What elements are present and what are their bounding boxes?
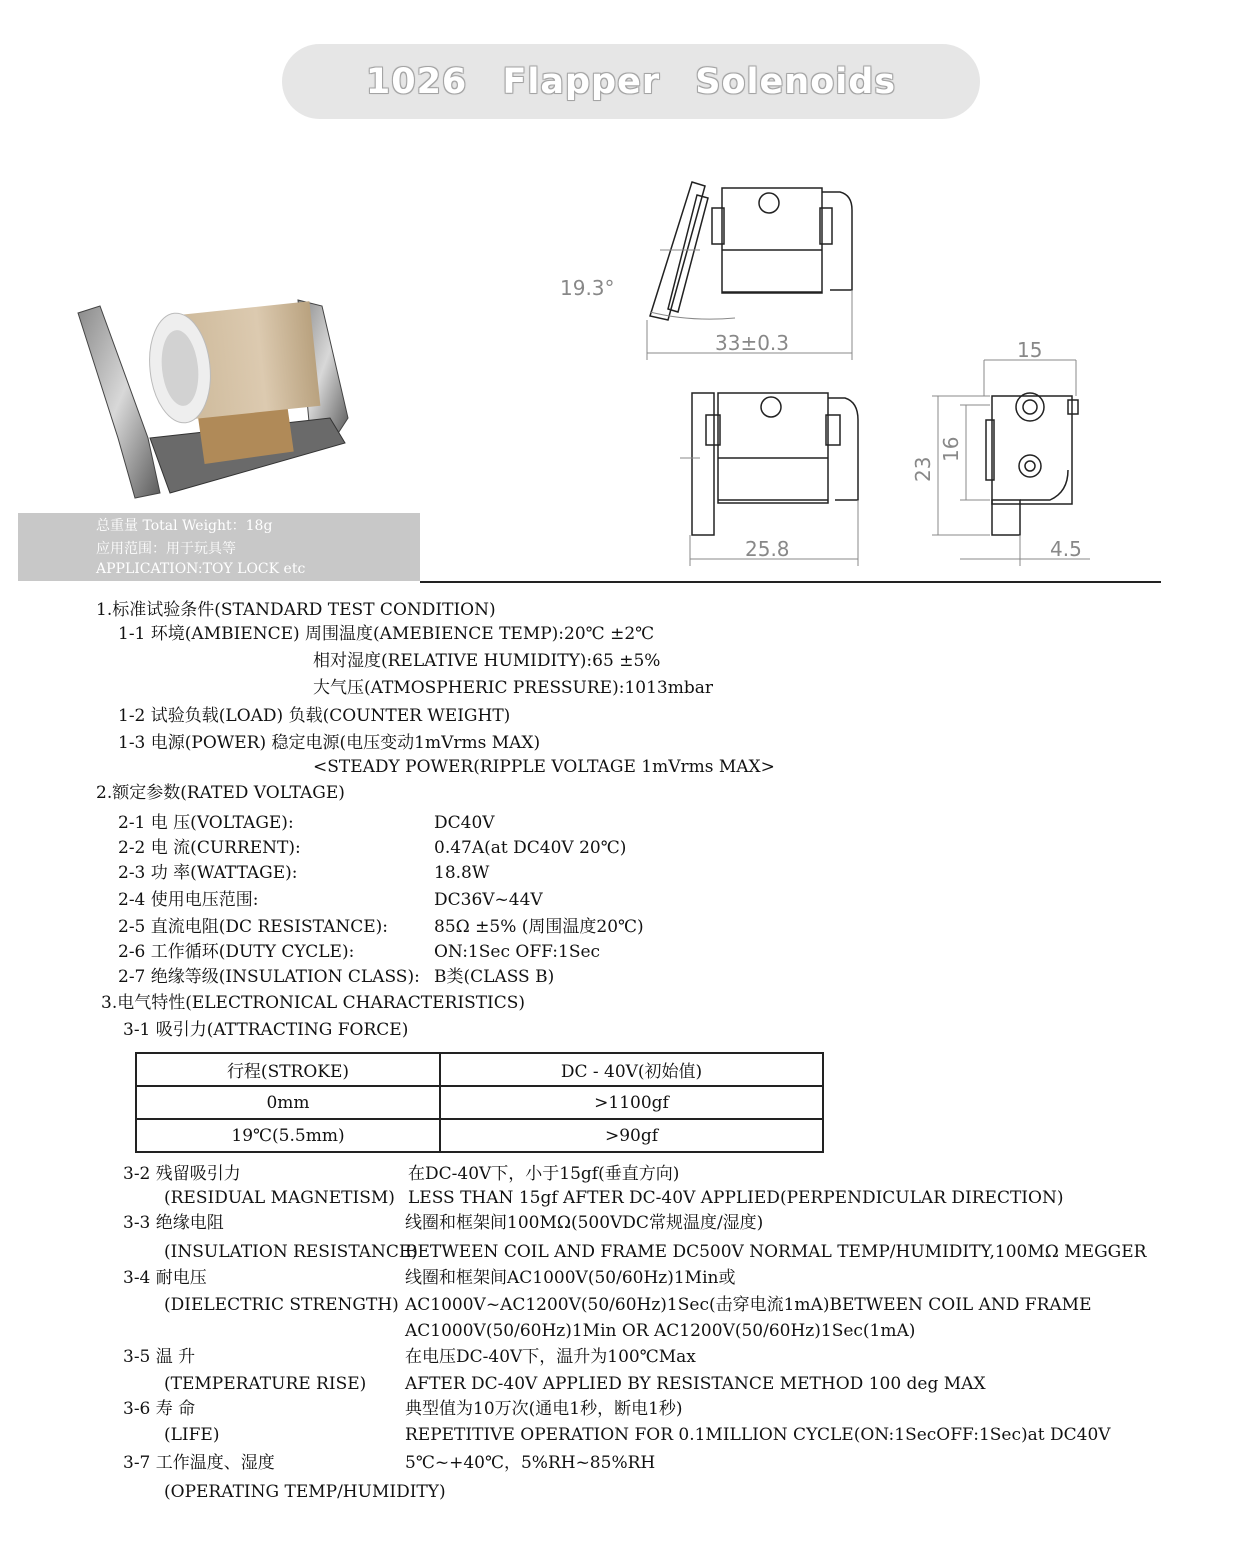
page-title: 1026 Flapper Solenoids: [365, 61, 897, 102]
table-row: [136, 1119, 823, 1152]
s2-label: 2-2 电 流(CURRENT):: [118, 838, 301, 858]
table-header: DC - 40V(初始值): [440, 1053, 823, 1086]
s2-value: ON:1Sec OFF:1Sec: [434, 942, 601, 962]
s2-heading: 2.额定参数(RATED VOLTAGE): [96, 783, 345, 803]
s2-label: 2-3 功 率(WATTAGE):: [118, 863, 298, 883]
s3-insulation-label-en: (INSULATION RESISTANCE): [164, 1242, 418, 1262]
attracting-force-table: [135, 1052, 824, 1153]
s3-residual-value-en: LESS THAN 15gf AFTER DC-40V APPLIED(PERPENDICULAR DIRECTION): [408, 1188, 1064, 1208]
s3-life-label: 3-6 寿 命: [123, 1399, 196, 1419]
s3-operating-label-en: (OPERATING TEMP/HUMIDITY): [164, 1482, 446, 1502]
s2-label: 2-6 工作循环(DUTY CYCLE):: [118, 942, 355, 962]
dim-base: 25.8: [745, 537, 790, 561]
s3-residual-label: 3-2 残留吸引力: [123, 1164, 241, 1184]
dim-length: 33±0.3: [715, 331, 790, 355]
table-cell: >90gf: [440, 1119, 823, 1152]
s3-dielectric-value: 线圈和框架间AC1000V(50/60Hz)1Min或: [405, 1268, 736, 1288]
s2-value: B类(CLASS B): [434, 967, 555, 987]
s2-value: 0.47A(at DC40V 20℃): [434, 838, 627, 858]
s2-label: 2-1 电 压(VOLTAGE):: [118, 813, 294, 833]
s1-humidity: 相对湿度(RELATIVE HUMIDITY):65 ±5%: [313, 651, 661, 671]
s3-dielectric-value-2: AC1000V(50/60Hz)1Min OR AC1200V(50/60Hz)1Sec(1mA): [405, 1321, 916, 1341]
s1-power: 1-3 电源(POWER) 稳定电源(电压变动1mVrms MAX): [118, 733, 541, 753]
table-cell: 19℃(5.5mm): [136, 1119, 440, 1152]
caption-weight: 总重量 Total Weight：18g: [96, 518, 273, 534]
s3-heading: 3.电气特性(ELECTRONICAL CHARACTERISTICS): [101, 993, 526, 1013]
s3-life-value-en: REPETITIVE OPERATION FOR 0.1MILLION CYCLE(ON:1SecOFF:1Sec)at DC40V: [405, 1425, 1111, 1445]
table-row: [136, 1086, 823, 1119]
s2-value: 85Ω ±5% (周围温度20℃): [434, 917, 644, 937]
s3-life-label-en: (LIFE): [164, 1425, 220, 1445]
s3-residual-label-en: (RESIDUAL MAGNETISM): [164, 1188, 395, 1208]
s3-dielectric-label: 3-4 耐电压: [123, 1268, 207, 1288]
product-photo: [60, 278, 370, 514]
dim-angle: 19.3°: [560, 276, 615, 300]
dim-height-16: 16: [939, 436, 963, 462]
s3-temp-rise-value-en: AFTER DC-40V APPLIED BY RESISTANCE METHOD 100 deg MAX: [405, 1374, 986, 1394]
s3-temp-rise-label-en: (TEMPERATURE RISE): [164, 1374, 367, 1394]
table-header: 行程(STROKE): [136, 1053, 440, 1086]
s3-life-value: 典型值为10万次(通电1秒，断电1秒): [405, 1399, 683, 1419]
s3-residual-value: 在DC-40V下，小于15gf(垂直方向): [408, 1164, 680, 1184]
s2-value: DC40V: [434, 813, 495, 833]
s2-value: DC36V~44V: [434, 890, 543, 910]
dimension-drawings: [540, 175, 1100, 575]
s2-value: 18.8W: [434, 863, 490, 883]
s3-insulation-value: 线圈和框架间100MΩ(500VDC常规温度/湿度): [405, 1213, 764, 1233]
dim-width-15: 15: [1017, 338, 1043, 362]
title-banner: [282, 44, 980, 119]
s3-insulation-label: 3-3 绝缘电阻: [123, 1213, 224, 1233]
caption-application-cn: 应用范围：用于玩具等: [96, 541, 236, 557]
s2-label: 2-7 绝缘等级(INSULATION CLASS):: [118, 967, 420, 987]
s3-dielectric-value-en: AC1000V~AC1200V(50/60Hz)1Sec(击穿电流1mA)BETWEEN COIL AND FRAME: [405, 1295, 1092, 1315]
table-cell: 0mm: [136, 1086, 440, 1119]
dim-height-23: 23: [911, 456, 935, 482]
s2-label: 2-4 使用电压范围:: [118, 890, 259, 910]
s3-insulation-value-en: BETWEEN COIL AND FRAME DC500V NORMAL TEMP/HUMIDITY,100MΩ MEGGER: [405, 1242, 1147, 1262]
caption-application-en: APPLICATION:TOY LOCK etc: [96, 561, 306, 577]
table-cell: >1100gf: [440, 1086, 823, 1119]
s3-temp-rise-label: 3-5 温 升: [123, 1347, 196, 1367]
s1-load: 1-2 试验负载(LOAD) 负载(COUNTER WEIGHT): [118, 706, 511, 726]
s1-power-note: <STEADY POWER(RIPPLE VOLTAGE 1mVrms MAX>: [313, 757, 775, 777]
s1-pressure: 大气压(ATMOSPHERIC PRESSURE):1013mbar: [313, 678, 713, 698]
s1-ambience: 1-1 环境(AMBIENCE) 周围温度(AMEBIENCE TEMP):20℃ ±2℃: [118, 624, 655, 644]
s3-operating-label: 3-7 工作温度、湿度: [123, 1453, 275, 1473]
table-header-row: [136, 1053, 823, 1086]
s3-temp-rise-value: 在电压DC-40V下，温升为100℃Max: [405, 1347, 696, 1367]
photo-caption: [18, 513, 420, 581]
dim-offset: 4.5: [1050, 537, 1082, 561]
s3-operating-value: 5℃~+40℃，5%RH~85%RH: [405, 1453, 656, 1473]
s3-dielectric-label-en: (DIELECTRIC STRENGTH): [164, 1295, 399, 1315]
s1-heading: 1.标准试验条件(STANDARD TEST CONDITION): [96, 600, 496, 620]
section-divider: [420, 581, 1161, 583]
s2-label: 2-5 直流电阻(DC RESISTANCE):: [118, 917, 389, 937]
s3-attracting-force: 3-1 吸引力(ATTRACTING FORCE): [123, 1020, 409, 1040]
